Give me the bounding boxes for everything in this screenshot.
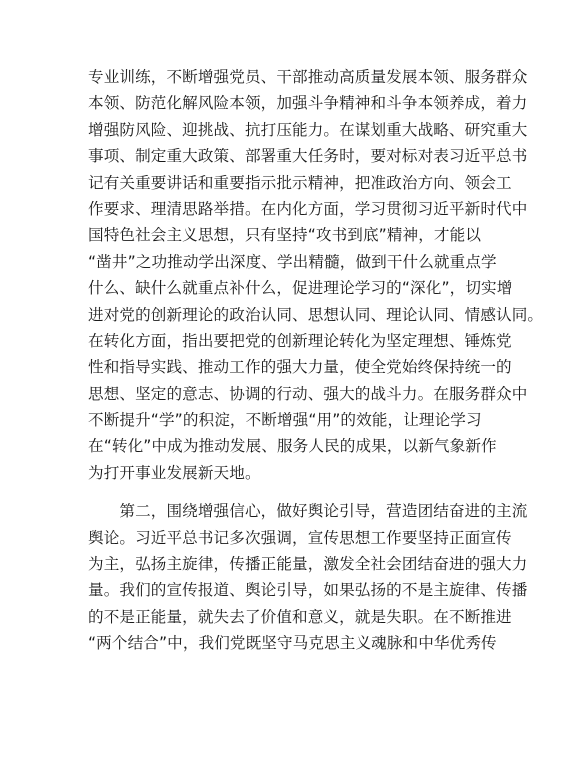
text-line: “两个结合”中，我们党既坚守马克思主义魂脉和中华优秀传 <box>88 634 497 653</box>
text-line: 在“转化”中成为推动发展、服务人民的成果，以新气象新作 <box>88 437 497 456</box>
document-body <box>88 64 544 657</box>
text-line: 的不是正能量，就失去了价值和意义，就是失职。在不断推进 <box>88 607 512 626</box>
text-line: 专业训练，不断增强党员、干部推动高质量发展本领、服务群众 <box>88 68 528 86</box>
text-line: 不断提升“学”的积淀，不断增强“用”的效能，让理论学习 <box>88 411 482 430</box>
text-line: 作要求、理清思路举措。在内化方面，学习贯彻习近平新时代中 <box>88 199 528 218</box>
paragraph-1 <box>88 64 544 486</box>
text-line: 事项、制定重大政策、部署重大任务时，要对标对表习近平总书 <box>88 147 528 166</box>
text-line: 国特色社会主义思想，只有坚持“攻书到底”精神，才能以 <box>88 226 482 245</box>
text-line: 增强防风险、迎挑战、抗打压能力。在谋划重大战略、研究重大 <box>88 120 528 139</box>
text-line: 量。我们的宣传报道、舆论引导，如果弘扬的不是主旋律、传播 <box>88 581 528 600</box>
text-line: 进对党的创新理论的政治认同、思想认同、理论认同、情感认同。 <box>88 305 544 324</box>
text-line: 为打开事业发展新天地。 <box>88 463 261 482</box>
text-line: 记有关重要讲话和重要指示批示精神，把准政治方向、领会工 <box>88 173 512 192</box>
text-line: 在转化方面，指出要把党的创新理论转化为坚定理想、锤炼党 <box>88 331 512 350</box>
text-line: 舆论。习近平总书记多次强调，宣传思想工作要坚持正面宣传 <box>88 528 512 547</box>
text-line: 思想、坚定的意志、协调的行动、强大的战斗力。在服务群众中 <box>88 384 528 403</box>
text-line: 第二，围绕增强信心，做好舆论引导，营造团结奋进的主流 <box>88 502 528 521</box>
text-line: 什么、缺什么就重点补什么，促进理论学习的“深化”，切实增 <box>88 279 513 298</box>
paragraph-gap <box>88 486 508 498</box>
text-line: “凿井”之功推动学出深度、学出精髓，做到干什么就重点学 <box>88 252 497 271</box>
text-line: 性和指导实践、推动工作的强大力量，使全党始终保持统一的 <box>88 358 512 377</box>
text-line: 为主，弘扬主旋律，传播正能量，激发全社会团结奋进的强大力 <box>88 555 528 574</box>
paragraph-2 <box>88 498 528 656</box>
text-line: 本领、防范化解风险本领，加强斗争精神和斗争本领养成，着力 <box>88 94 528 113</box>
